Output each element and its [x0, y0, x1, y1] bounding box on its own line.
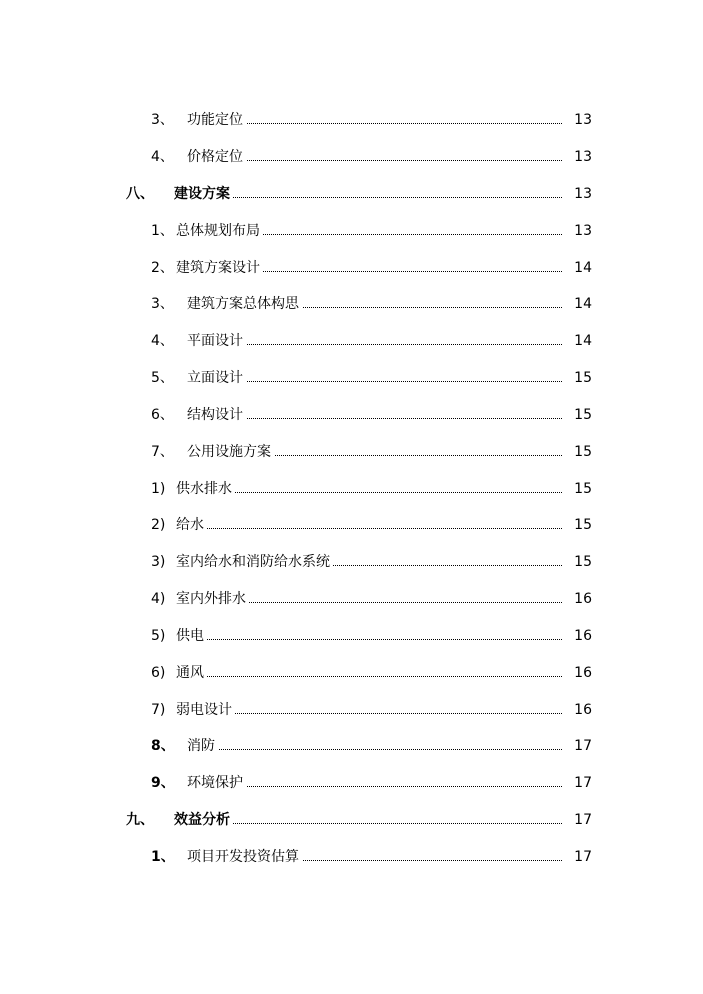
toc-entry-page: 14	[572, 256, 592, 280]
toc-entry[interactable]	[0, 256, 703, 280]
toc-entry-title: 建设方案	[174, 182, 233, 206]
toc-entry-number: 1、	[151, 223, 174, 239]
toc-entry-title: 消防	[187, 734, 218, 758]
toc-entry[interactable]	[0, 587, 703, 611]
toc-entry-number: 4)	[151, 591, 166, 607]
toc-entry-page: 15	[572, 366, 592, 390]
toc-entry-number: 2)	[151, 517, 166, 533]
toc-entry[interactable]	[0, 624, 703, 648]
toc-entry-title: 价格定位	[187, 145, 246, 169]
toc-entry-title: 通风	[176, 661, 207, 685]
toc-entry-page: 16	[572, 587, 592, 611]
toc-entry-number: 5、	[151, 370, 174, 386]
toc-entry[interactable]	[0, 403, 703, 427]
toc-entry-number: 7)	[151, 702, 166, 718]
toc-leader-dots	[176, 624, 562, 648]
toc-entry-number: 2、	[151, 260, 174, 276]
toc-leader-dots	[176, 513, 562, 537]
toc-entry[interactable]	[0, 292, 703, 316]
toc-entry-page: 16	[572, 661, 592, 685]
toc-entry-number: 1、	[151, 849, 175, 865]
toc-entry-title: 弱电设计	[176, 698, 235, 722]
toc-entry-page: 14	[572, 329, 592, 353]
toc-entry[interactable]	[0, 808, 703, 832]
toc-leader-dots	[187, 734, 562, 758]
toc-entry-title: 立面设计	[187, 366, 246, 390]
toc-entry-number: 6、	[151, 407, 174, 423]
toc-entry-number: 8、	[151, 738, 175, 754]
toc-entry-title: 公用设施方案	[187, 440, 274, 464]
toc-entry-page: 17	[572, 808, 592, 832]
toc-entry[interactable]	[0, 477, 703, 501]
toc-entry-title: 室内外排水	[176, 587, 249, 611]
toc-entry-title: 效益分析	[174, 808, 233, 832]
toc-entry[interactable]	[0, 845, 703, 869]
toc-entry-number: 9、	[151, 775, 175, 791]
toc-entry-page: 13	[572, 145, 592, 169]
toc-entry-page: 17	[572, 845, 592, 869]
toc-entry-title: 功能定位	[187, 108, 246, 132]
toc-entry-title: 环境保护	[187, 771, 246, 795]
toc-entry-title: 给水	[176, 513, 207, 537]
toc-entry-page: 15	[572, 513, 592, 537]
toc-entry-number: 4、	[151, 149, 174, 165]
toc-entry-page: 17	[572, 734, 592, 758]
toc-entry[interactable]	[0, 513, 703, 537]
toc-entry-number: 1)	[151, 481, 166, 497]
toc-entry[interactable]	[0, 329, 703, 353]
toc-entry[interactable]	[0, 698, 703, 722]
toc-entry-page: 16	[572, 624, 592, 648]
toc-entry-number: 3、	[151, 112, 174, 128]
toc-entry-number: 3、	[151, 296, 174, 312]
toc-entry-page: 13	[572, 108, 592, 132]
toc-entry-page: 15	[572, 403, 592, 427]
toc-entry[interactable]	[0, 108, 703, 132]
toc-entry-page: 13	[572, 219, 592, 243]
toc-entry[interactable]	[0, 219, 703, 243]
toc-entry[interactable]	[0, 661, 703, 685]
toc-entry-number: 5)	[151, 628, 166, 644]
toc-entry-number: 九、	[126, 812, 154, 828]
toc-entry-title: 供电	[176, 624, 207, 648]
toc-entry-number: 4、	[151, 333, 174, 349]
toc-entry-page: 15	[572, 440, 592, 464]
toc-entry[interactable]	[0, 550, 703, 574]
toc-entry-title: 建筑方案设计	[176, 256, 263, 280]
toc-entry[interactable]	[0, 182, 703, 206]
toc-entry-page: 16	[572, 698, 592, 722]
toc-entry[interactable]	[0, 734, 703, 758]
toc-entry-title: 总体规划布局	[176, 219, 263, 243]
toc-entry-title: 结构设计	[187, 403, 246, 427]
toc-leader-dots	[176, 661, 562, 685]
toc-entry-title: 建筑方案总体构思	[187, 292, 302, 316]
toc-entry[interactable]	[0, 145, 703, 169]
toc-entry-title: 室内给水和消防给水系统	[176, 550, 333, 574]
toc-entry-number: 3)	[151, 554, 166, 570]
toc-entry[interactable]	[0, 440, 703, 464]
toc-entry[interactable]	[0, 771, 703, 795]
toc-entry-number: 6)	[151, 665, 166, 681]
toc-entry-title: 项目开发投资估算	[187, 845, 302, 869]
toc-entry-title: 供水排水	[176, 477, 235, 501]
toc-entry-title: 平面设计	[187, 329, 246, 353]
toc-entry-page: 15	[572, 550, 592, 574]
toc-entry-page: 15	[572, 477, 592, 501]
toc-entry[interactable]	[0, 366, 703, 390]
toc-entry-page: 13	[572, 182, 592, 206]
toc-entry-page: 17	[572, 771, 592, 795]
toc-entry-page: 14	[572, 292, 592, 316]
toc-entry-number: 八、	[126, 186, 154, 202]
toc-entry-number: 7、	[151, 444, 174, 460]
